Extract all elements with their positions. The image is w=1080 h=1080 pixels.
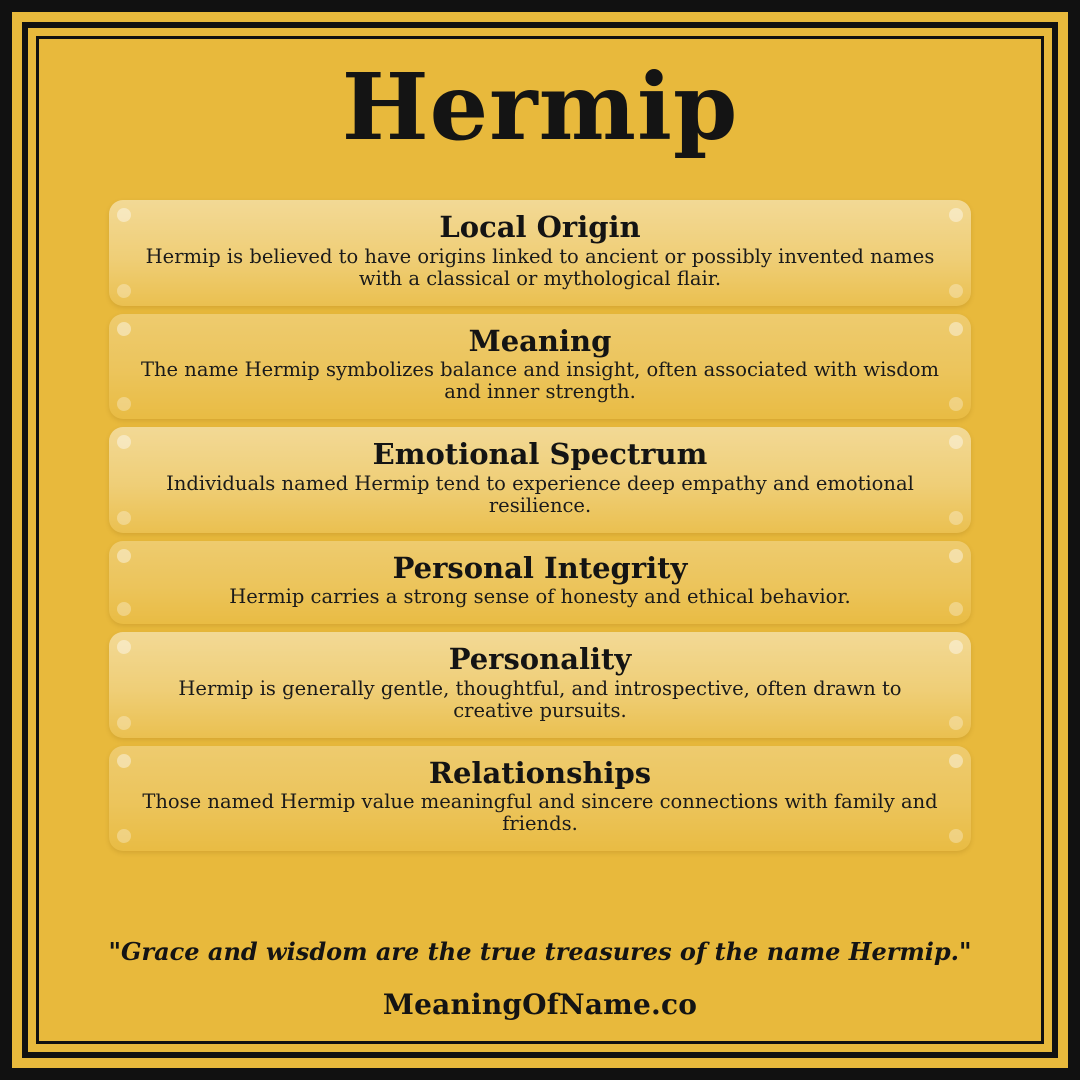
section-heading: Meaning	[468, 323, 612, 358]
poster-content	[39, 39, 1041, 1041]
section-body: Hermip is generally gentle, thoughtful, and introspective, often drawn to creative pursuits.	[178, 676, 902, 722]
corner-dot-icon	[949, 511, 963, 525]
section-heading: Local Origin	[439, 210, 641, 245]
section-body: Hermip is believed to have origins linked to ancient or possibly invented names with a classical or mythological flair.	[145, 244, 935, 290]
section-card-personal-integrity	[109, 541, 971, 625]
section-card-local-origin	[109, 200, 971, 305]
section-heading: Personality	[448, 642, 632, 677]
section-card-personality	[109, 632, 971, 737]
section-heading: Personal Integrity	[392, 550, 688, 585]
section-card-emotional-spectrum	[109, 427, 971, 532]
section-body: Those named Hermip value meaningful and sincere connections with family and friends.	[142, 790, 938, 836]
corner-dot-icon	[949, 397, 963, 411]
corner-dot-icon	[117, 397, 131, 411]
section-body: Hermip carries a strong sense of honesty and ethical behavior.	[229, 585, 851, 609]
sections-list	[39, 200, 1041, 851]
corner-dot-icon	[117, 511, 131, 525]
site-name: MeaningOfName.co	[382, 988, 698, 1022]
section-card-meaning	[109, 314, 971, 419]
section-body: The name Hermip symbolizes balance and insight, often associated with wisdom and inner strength.	[140, 358, 940, 404]
page-title: Hermip	[341, 53, 739, 161]
section-card-relationships	[109, 746, 971, 851]
corner-dot-icon	[949, 829, 963, 843]
corner-dot-icon	[949, 284, 963, 298]
corner-dot-icon	[117, 284, 131, 298]
section-heading: Emotional Spectrum	[372, 437, 708, 472]
corner-dot-icon	[117, 716, 131, 730]
corner-dot-icon	[949, 716, 963, 730]
section-heading: Relationships	[428, 755, 652, 790]
section-body: Individuals named Hermip tend to experience deep empathy and emotional resilience.	[166, 471, 914, 517]
corner-dot-icon	[117, 602, 131, 616]
corner-dot-icon	[117, 829, 131, 843]
corner-dot-icon	[949, 602, 963, 616]
quote-text: "Grace and wisdom are the true treasures of the name Hermip."	[108, 937, 972, 967]
